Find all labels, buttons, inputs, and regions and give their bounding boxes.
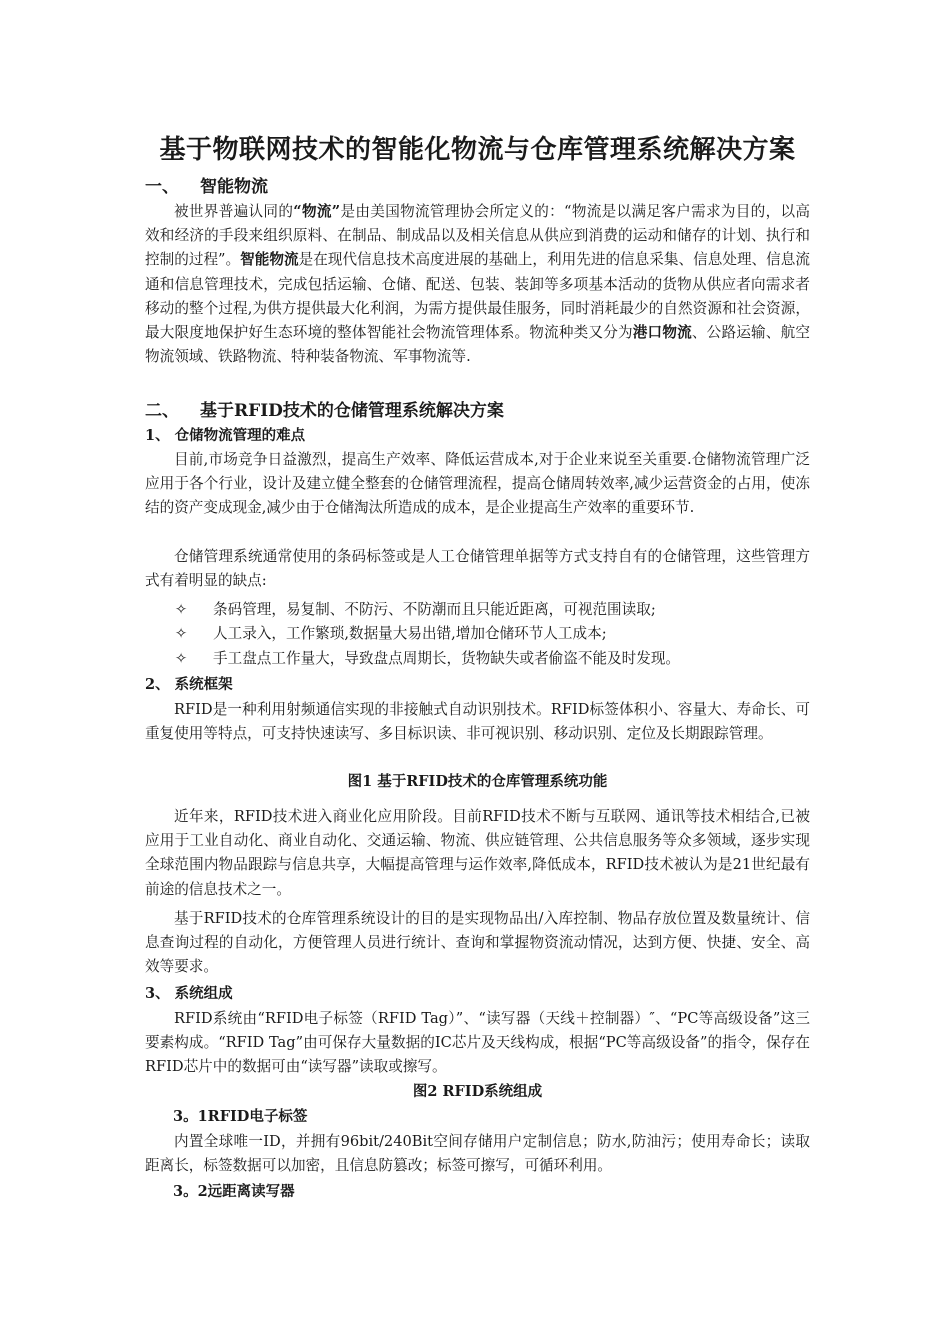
- subsection-heading-1: 1、 仓储物流管理的难点: [145, 427, 306, 444]
- bold-run: 港口物流: [632, 324, 692, 342]
- list-item-text: 人工录入，工作繁琐,数据量大易出错,增加仓储环节人工成本;: [213, 625, 607, 642]
- text-run: 被世界普遍认同的: [174, 203, 294, 220]
- figure-caption-1: 图1 基于RFID技术的仓库管理系统功能: [347, 773, 608, 790]
- list-item: [175, 647, 680, 671]
- list-item-text: 手工盘点工作量大，导致盘点周期长，货物缺失或者偷盗不能及时发现。: [213, 650, 681, 667]
- subsubsection-heading-3-2: 3。2远距离读写器: [173, 1183, 295, 1200]
- document-title: 基于物联网技术的智能化物流与仓库管理系统解决方案: [159, 135, 796, 165]
- text-run: 是在现代信息技术高度进展的基础上，利用先进的信息采集、信息处理、信息流通和信息管理技术，完成包括运输、仓储、配送、包装、装卸等多项基本活动的货物从供应者向需求者移动的整个过程,为供方提供最大化利润，为需方提供最佳服务，同时消耗最少的自然资源和社会资源，最大限度地保护好生态环境的整体智能社会物流管理体系。物流种类又分为: [145, 251, 810, 342]
- paragraph: RFID是一种利用射频通信实现的非接触式自动识别技术。RFID标签体积小、容量大、寿命长、可重复使用等特点，可支持快速读写、多目标识读、非可视识别、移动识别、定位及长期跟踪管理。: [145, 701, 810, 743]
- diamond-bullet-icon: ✧: [175, 650, 188, 667]
- subsection-heading-2: 2、 系统框架: [145, 676, 233, 693]
- paragraph: 目前,市场竞争日益激烈，提高生产效率、降低运营成本,对于企业来说至关重要.仓储物流管理广泛应用于各个行业，设计及建立健全整套的仓储管理流程，提高仓储周转效率,减少运营资金的占用，使冻结的资产变成现金,减少由于仓储淘汰所造成的成本，是企业提高生产效率的重要环节.: [145, 451, 810, 517]
- paragraph: 内置全球唯一ID，并拥有96bit/240Bit空间存储用户定制信息；防水,防油污；使用寿命长；读取距离长，标签数据可以加密，且信息防篡改；标签可擦写，可循环利用。: [145, 1133, 810, 1175]
- list-item: [175, 622, 607, 646]
- section-heading-text: 智能物流: [200, 177, 268, 197]
- figure-caption-2: 图2 RFID系统组成: [412, 1083, 543, 1100]
- paragraph: 仓储管理系统通常使用的条码标签或是人工仓储管理单据等方式支持自有的仓储管理，这些管理方式有着明显的缺点:: [145, 548, 810, 590]
- section-heading-1: [145, 174, 268, 200]
- section-number: 二、: [145, 401, 179, 421]
- diamond-bullet-icon: ✧: [175, 625, 188, 642]
- paragraph-smart-logistics: [145, 200, 810, 369]
- text-run: 是由美国物流管理协会所定义的：“物流是以满足客户需求为目的，以高效和经济的手段来组织原料、在制品、制成品以及相关信息从供应到消费的运动和储存的计划、执行和控制的过程”。: [145, 203, 810, 269]
- text-run: 、公路运输、航空物流领域、铁路物流、特种装备物流、军事物流等.: [145, 324, 810, 366]
- list-item: [175, 598, 656, 622]
- diamond-bullet-icon: ✧: [175, 601, 188, 618]
- section-number: 一、: [145, 177, 179, 197]
- paragraph: RFID系统由“RFID电子标签（RFID Tag）”、“读写器（天线＋控制器）″、“PC等高级设备”这三要素构成。“RFID Tag”由可保存大量数据的IC芯片及天线构成，根据“PC等高级设备”的指令，保存在RFID芯片中的数据可由“读写器”读取或擦写。: [145, 1010, 810, 1076]
- subsubsection-heading-3-1: 3。1RFID电子标签: [173, 1108, 308, 1125]
- paragraph: 近年来，RFID技术进入商业化应用阶段。目前RFID技术不断与互联网、通讯等技术相结合,已被应用于工业自动化、商业自动化、交通运输、物流、供应链管理、公共信息服务等众多领域，逐步实现全球范围内物品跟踪与信息共享，大幅提高管理与运作效率,降低成本，RFID技术被认为是21世纪最有前途的信息技术之一。: [145, 808, 810, 898]
- subsection-heading-3: 3、 系统组成: [145, 985, 233, 1002]
- section-heading-text: 基于RFID技术的仓储管理系统解决方案: [200, 401, 504, 421]
- bold-run: 智能物流: [240, 251, 299, 269]
- list-item-text: 条码管理，易复制、不防污、不防潮而且只能近距离，可视范围读取;: [213, 601, 656, 618]
- paragraph: 基于RFID技术的仓库管理系统设计的目的是实现物品出/入库控制、物品存放位置及数量统计、信息查询过程的自动化，方便管理人员进行统计、查询和掌握物资流动情况，达到方便、快捷、安全、高效等要求。: [145, 910, 810, 976]
- section-heading-2: [145, 398, 504, 424]
- bold-run: “物流”: [293, 203, 341, 220]
